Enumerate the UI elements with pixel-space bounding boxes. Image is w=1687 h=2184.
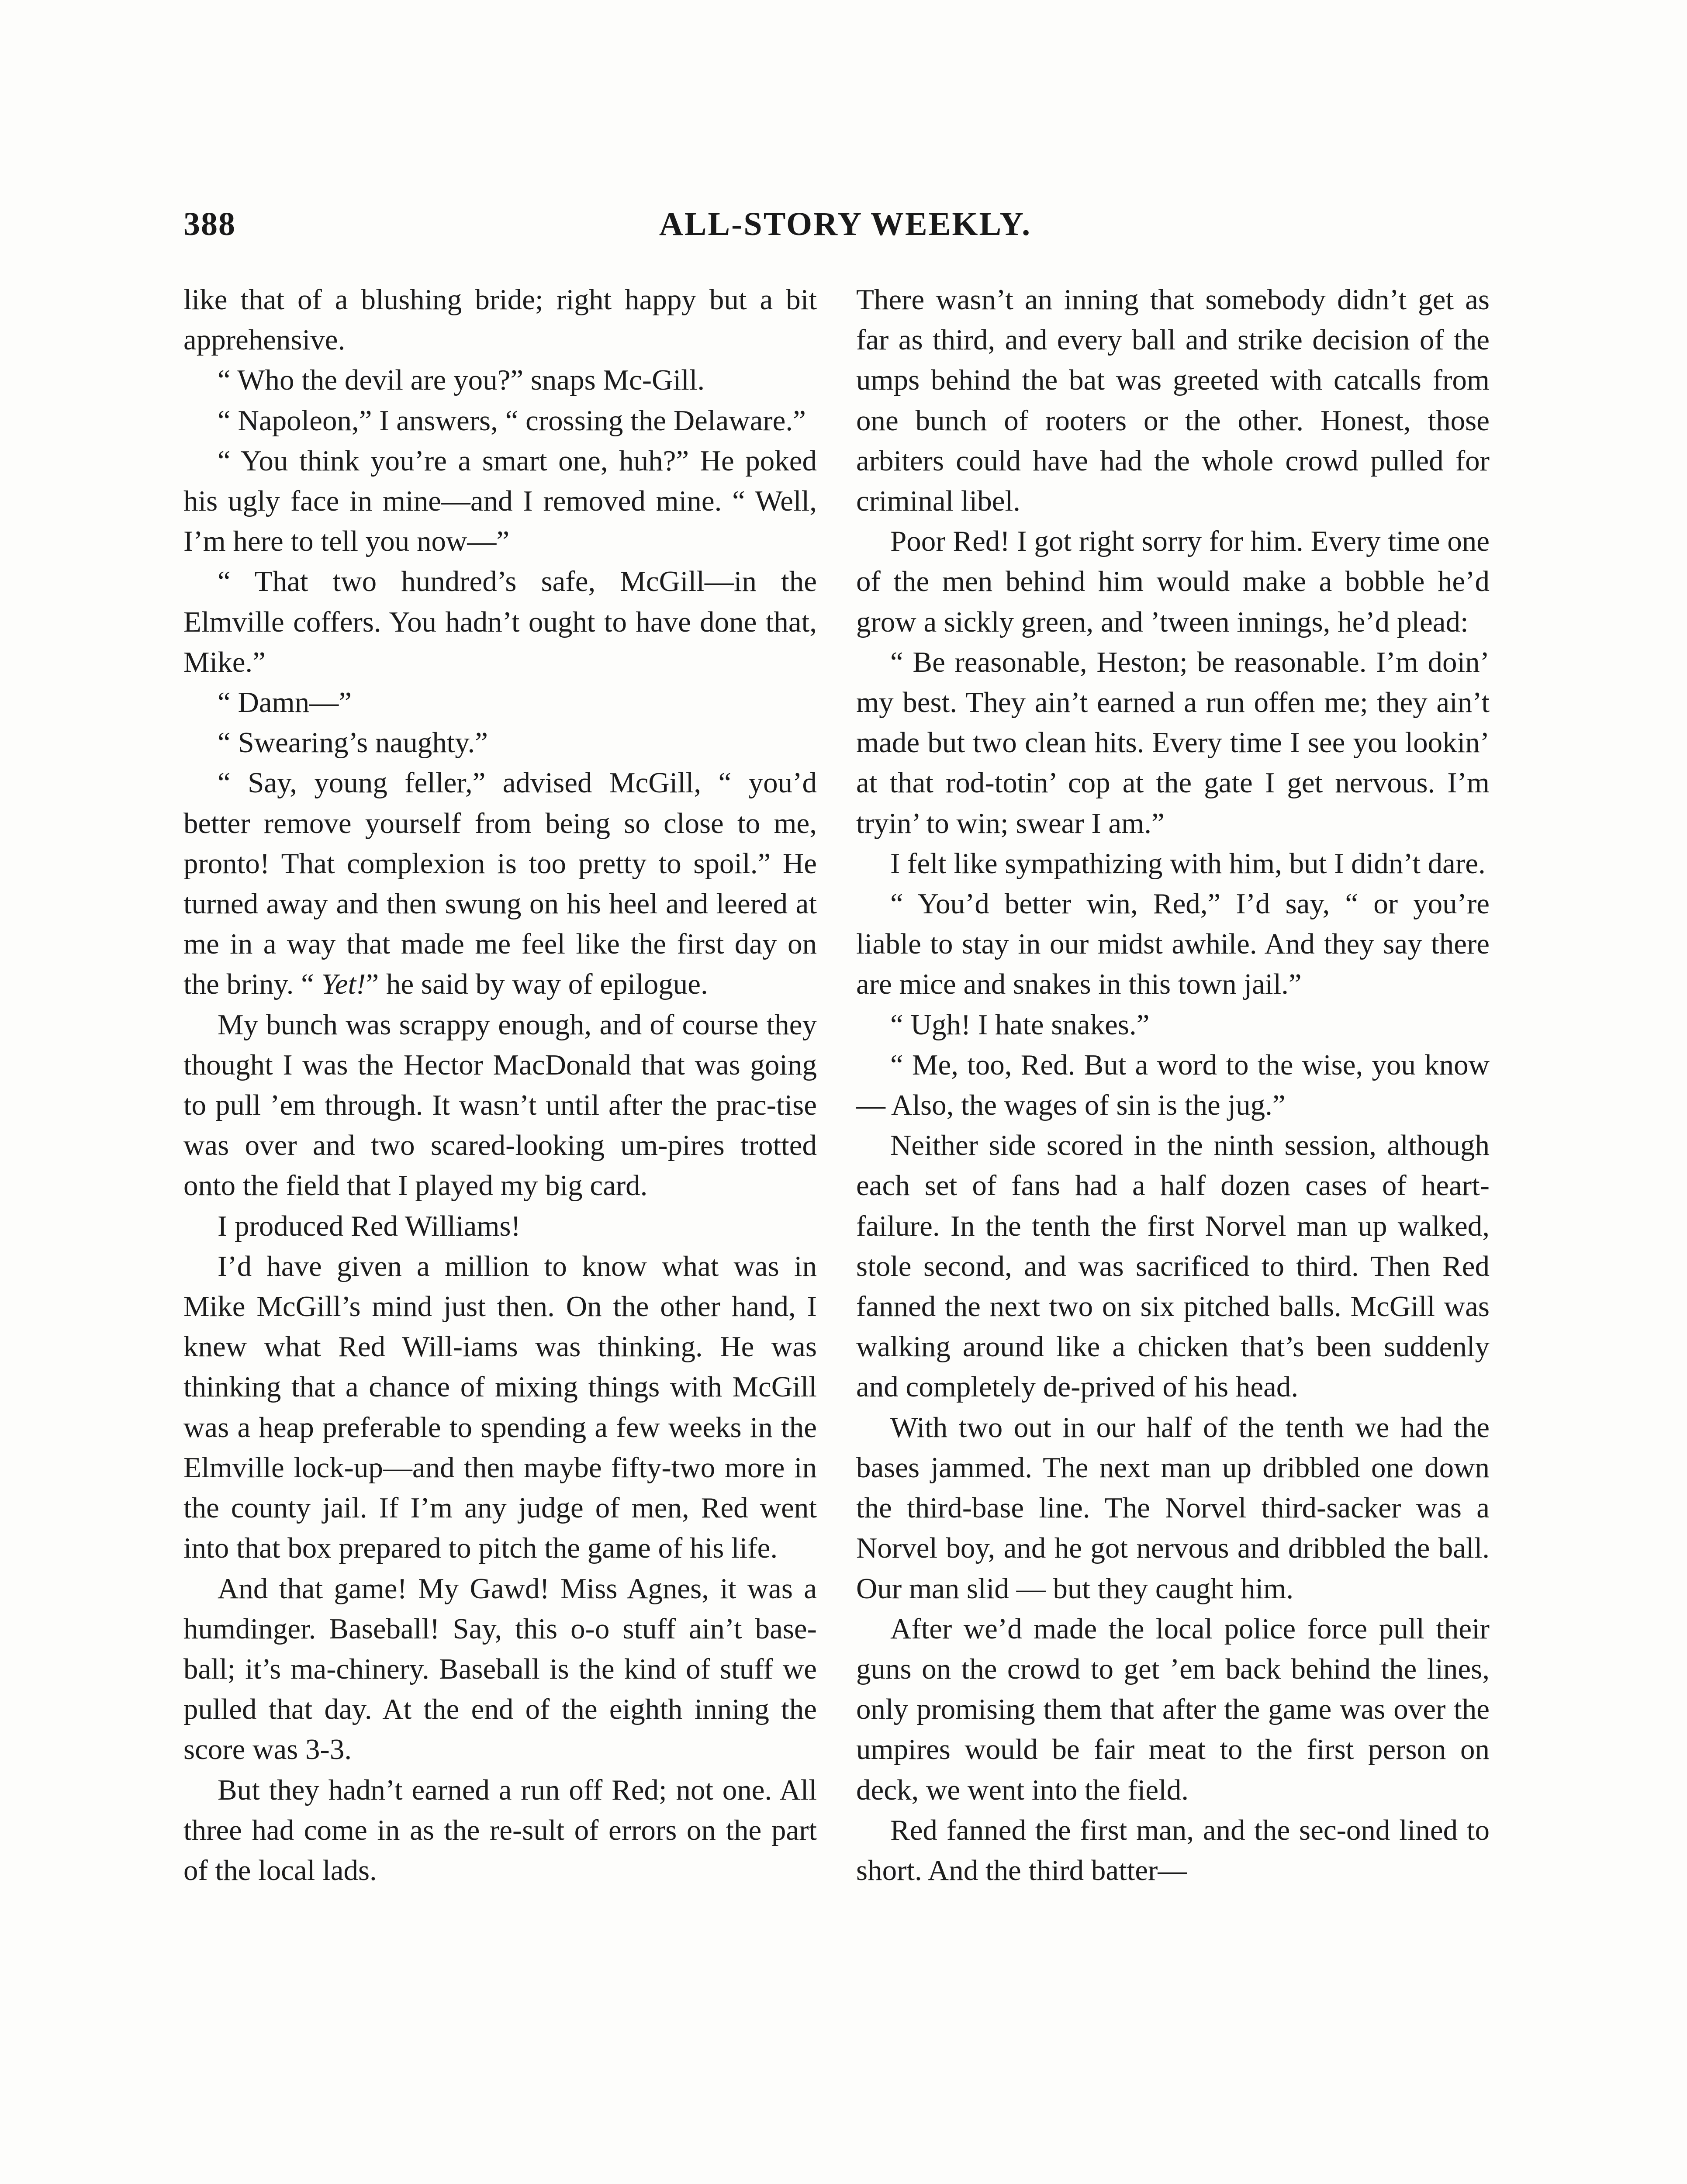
paragraph: “ Me, too, Red. But a word to the wise, you know— Also, the wages of sin is the jug.” — [856, 1048, 1490, 1122]
paragraph: I produced Red Williams! — [218, 1209, 521, 1242]
paragraph: But they hadn’t earned a run off Red; not one. All three had come in as the re-sult of errors on the part of the local lads. — [183, 1773, 817, 1887]
running-title: ALL-STORY WEEKLY. — [659, 206, 1032, 242]
paragraph: “ You’d better win, Red,” I’d say, “ or you’re liable to stay in our midst awhile. And they say there are mice and snakes in this town jail.” — [856, 888, 1490, 1001]
page-number: 388 — [183, 206, 236, 242]
paragraph: I felt like sympathizing with him, but I didn’t dare. — [890, 847, 1486, 880]
paragraph: “ You think you’re a smart one, huh?” He poked his ugly face in mine—and I removed mine. “ Well, I’m here to tell you now—” — [183, 444, 817, 558]
paragraph: “ Say, young feller,” advised McGill, “ you’d better remove yourself from being so close to me, pronto! That complexion is too pretty to spoil.” He turned away and then swung on his heel and leered at me in a way that made me feel like the first day on the briny. “ Yet!” he said by way of epilogue. — [183, 767, 817, 1001]
paragraph: “ That two hundred’s safe, McGill—in the Elmville coffers. You hadn’t ought to have done that, Mike.” — [183, 565, 817, 678]
page-header — [183, 205, 1507, 253]
paragraph: There wasn’t an inning that somebody didn’t get as far as third, and every ball and strike decision of the umps behind the bat was greeted with catcalls from one bunch of rooters or the other. Honest, those arbiters could have had the whole crowd pulled for criminal libel. — [856, 283, 1490, 518]
paragraph: “ Damn—” — [218, 686, 352, 719]
paragraph: “ Be reasonable, Heston; be reasonable. I’m doin’ my best. They ain’t earned a run offen me; they ain’t made but two clean hits. Every time I see you lookin’ at that rod-totin’ cop at the gate I get nervous. I’m tryin’ to win; swear I am.” — [856, 646, 1490, 840]
paragraph: “ Ugh! I hate snakes.” — [890, 1008, 1150, 1041]
paragraph: Neither side scored in the ninth session, although each set of fans had a half dozen cases of heart-failure. In the tenth the first Norvel man up walked, stole second, and was sacrificed to third. Then Red fanned the next two on six pitched balls. McGill was walking around like a chicken that’s been suddenly and completely de-prived of his head. — [856, 1129, 1490, 1403]
paragraph: With two out in our half of the tenth we had the bases jammed. The next man up dribbled one down the third-base line. The Norvel third-sacker was a Norvel boy, and he got nervous and dribbled the ball. Our man slid — but they caught him. — [856, 1411, 1490, 1605]
paragraph: After we’d made the local police force pull their guns on the crowd to get ’em back behind the lines, only promising them that after the game was over the umpires would be fair meat to the first person on deck, we went into the field. — [856, 1612, 1490, 1806]
left-column — [183, 280, 817, 1890]
paragraph: Red fanned the first man, and the sec-ond lined to short. And the third batter— — [856, 1814, 1490, 1887]
paragraph: “ Napoleon,” I answers, “ crossing the Delaware.” — [218, 404, 806, 437]
right-column — [856, 280, 1490, 1890]
paragraph: My bunch was scrappy enough, and of course they thought I was the Hector MacDonald that was going to pull ’em through. It wasn’t until after the prac-tise was over and two scared-looking um-pires trotted onto the field that I played my big card. — [183, 1008, 817, 1202]
paragraph: “ Who the devil are you?” snaps Mc-Gill. — [218, 364, 705, 397]
paragraph: And that game! My Gawd! Miss Agnes, it was a humdinger. Baseball! Say, this o-o stuff ain’t base-ball; it’s ma-chinery. Baseball is the kind of stuff we pulled that day. At the end of the eighth inning the score was 3-3. — [183, 1572, 817, 1766]
paragraph: Poor Red! I got right sorry for him. Every time one of the men behind him would make a bobble he’d grow a sickly green, and ’tween innings, he’d plead: — [856, 525, 1490, 638]
paragraph: I’d have given a million to know what was in Mike McGill’s mind just then. On the other hand, I knew what Red Will-iams was thinking. He was thinking that a chance of mixing things with McGill was a heap preferable to spending a few weeks in the Elmville lock-up—and then maybe fifty-two more in the county jail. If I’m any judge of men, Red went into that box prepared to pitch the game of his life. — [183, 1250, 817, 1565]
paragraph: like that of a blushing bride; right happy but a bit apprehensive. — [183, 283, 817, 356]
paragraph: “ Swearing’s naughty.” — [218, 726, 488, 759]
